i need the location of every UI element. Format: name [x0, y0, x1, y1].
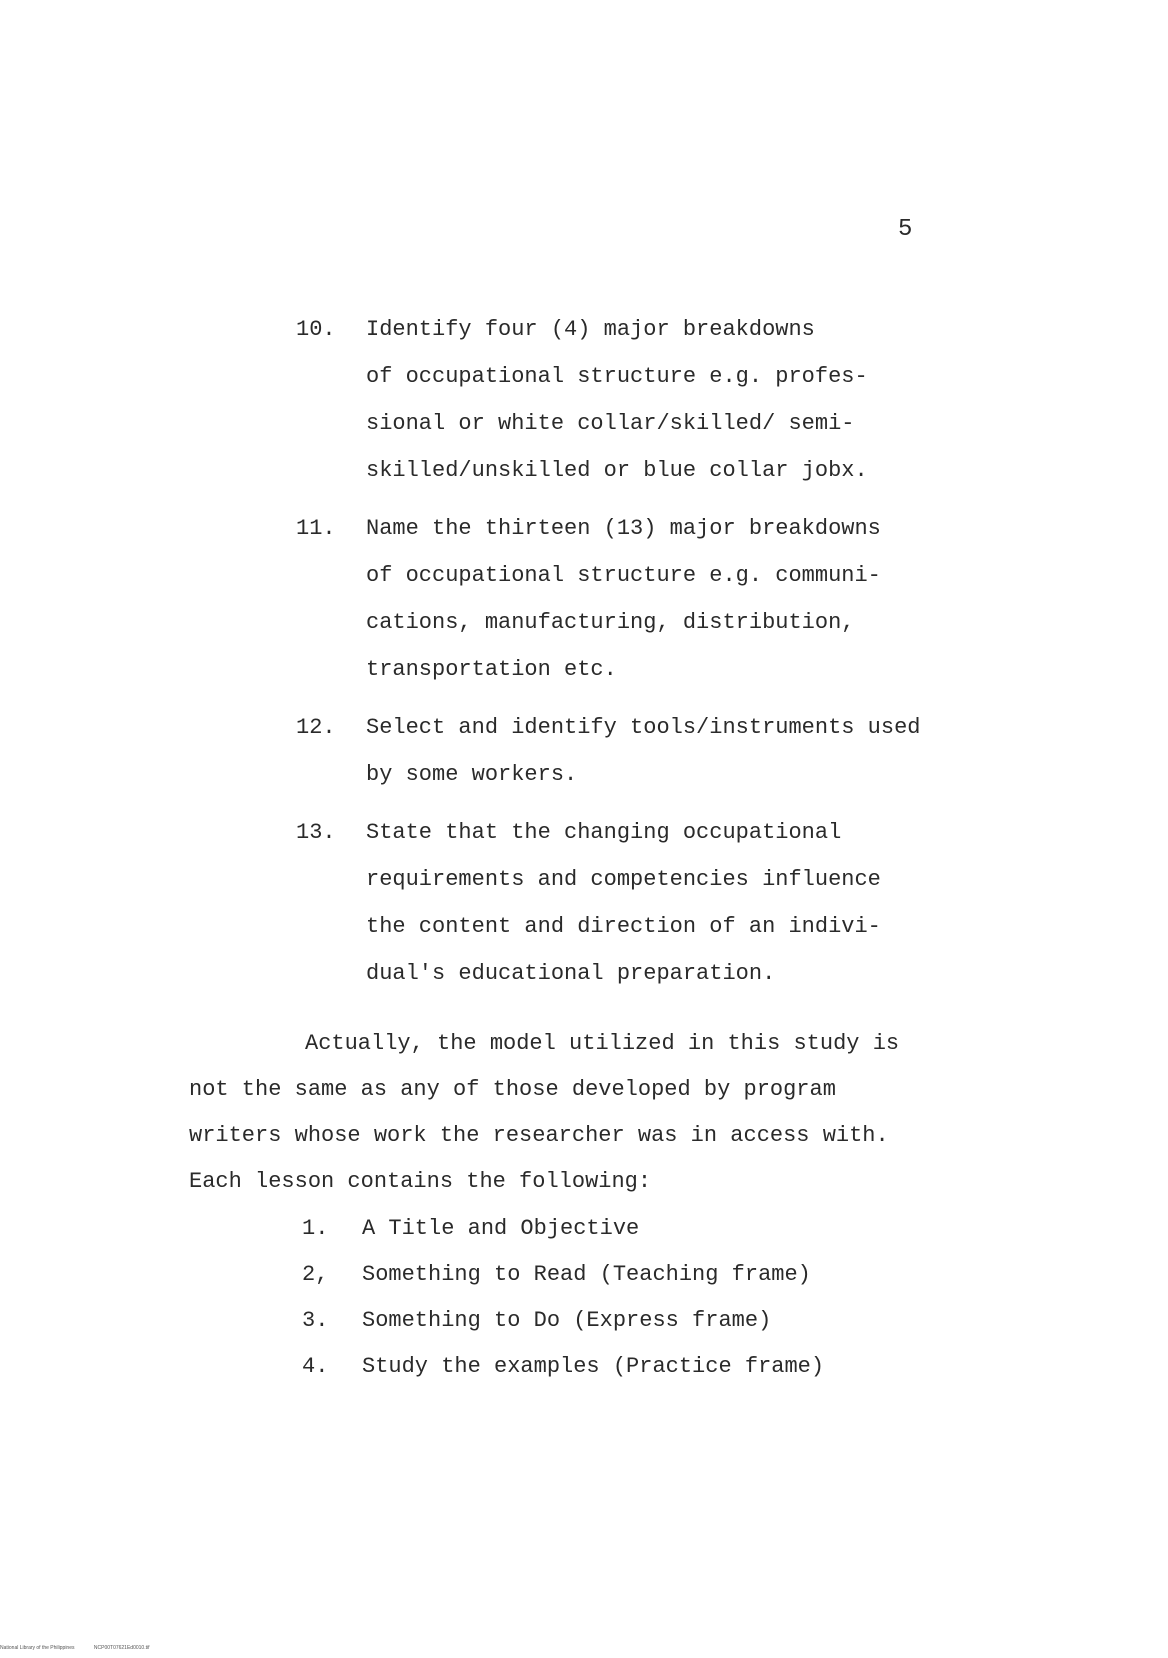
item-line: the content and direction of an indivi- [366, 914, 881, 939]
page-number: 5 [898, 216, 913, 243]
item-text: Something to Do (Express frame) [362, 1308, 772, 1333]
list-item [296, 505, 996, 693]
body-paragraph [189, 1021, 989, 1205]
item-line: dual's educational preparation. [366, 961, 776, 986]
item-number: 2, [302, 1262, 329, 1287]
item-number: 12. [296, 715, 336, 740]
list-item [302, 1344, 1002, 1390]
paragraph-line: not the same as any of those developed by program [189, 1077, 836, 1102]
item-line: State that the changing occupational [366, 820, 842, 845]
footer-file: NCP00T07621Ed0010.tif [93, 1645, 150, 1651]
item-line: Name the thirteen (13) major breakdowns [366, 516, 881, 541]
paragraph-line: Each lesson contains the following: [189, 1169, 652, 1194]
item-number: 3. [302, 1308, 329, 1333]
footer-library: National Library of the Philippines [0, 1645, 75, 1651]
list-item [296, 306, 996, 494]
item-line: Identify four (4) major breakdowns [366, 317, 815, 342]
item-line: transportation etc. [366, 657, 617, 682]
objectives-list [296, 306, 996, 1008]
paragraph-line: Actually, the model utilized in this study is [305, 1031, 900, 1056]
list-item [302, 1252, 1002, 1298]
item-line: cations, manufacturing, distribution, [366, 610, 855, 635]
item-line: requirements and competencies influence [366, 867, 881, 892]
list-item [302, 1206, 1002, 1252]
item-line: sional or white collar/skilled/ semi- [366, 411, 855, 436]
item-line: skilled/unskilled or blue collar jobx. [366, 458, 868, 483]
item-text: Study the examples (Practice frame) [362, 1354, 825, 1379]
item-line: by some workers. [366, 762, 578, 787]
list-item [296, 704, 996, 798]
item-line: of occupational structure e.g. communi- [366, 563, 881, 588]
item-number: 11. [296, 516, 336, 541]
item-number: 10. [296, 317, 336, 342]
item-number: 4. [302, 1354, 329, 1379]
scan-footer [0, 1645, 167, 1651]
item-text: A Title and Objective [362, 1216, 640, 1241]
paragraph-line: writers whose work the researcher was in access with. [189, 1123, 889, 1148]
item-number: 13. [296, 820, 336, 845]
item-text: Something to Read (Teaching frame) [362, 1262, 811, 1287]
list-item [296, 809, 996, 997]
item-number: 1. [302, 1216, 329, 1241]
list-item [302, 1298, 1002, 1344]
lesson-parts-list [302, 1206, 1002, 1390]
item-line: of occupational structure e.g. profes- [366, 364, 868, 389]
item-line: Select and identify tools/instruments used [366, 715, 921, 740]
